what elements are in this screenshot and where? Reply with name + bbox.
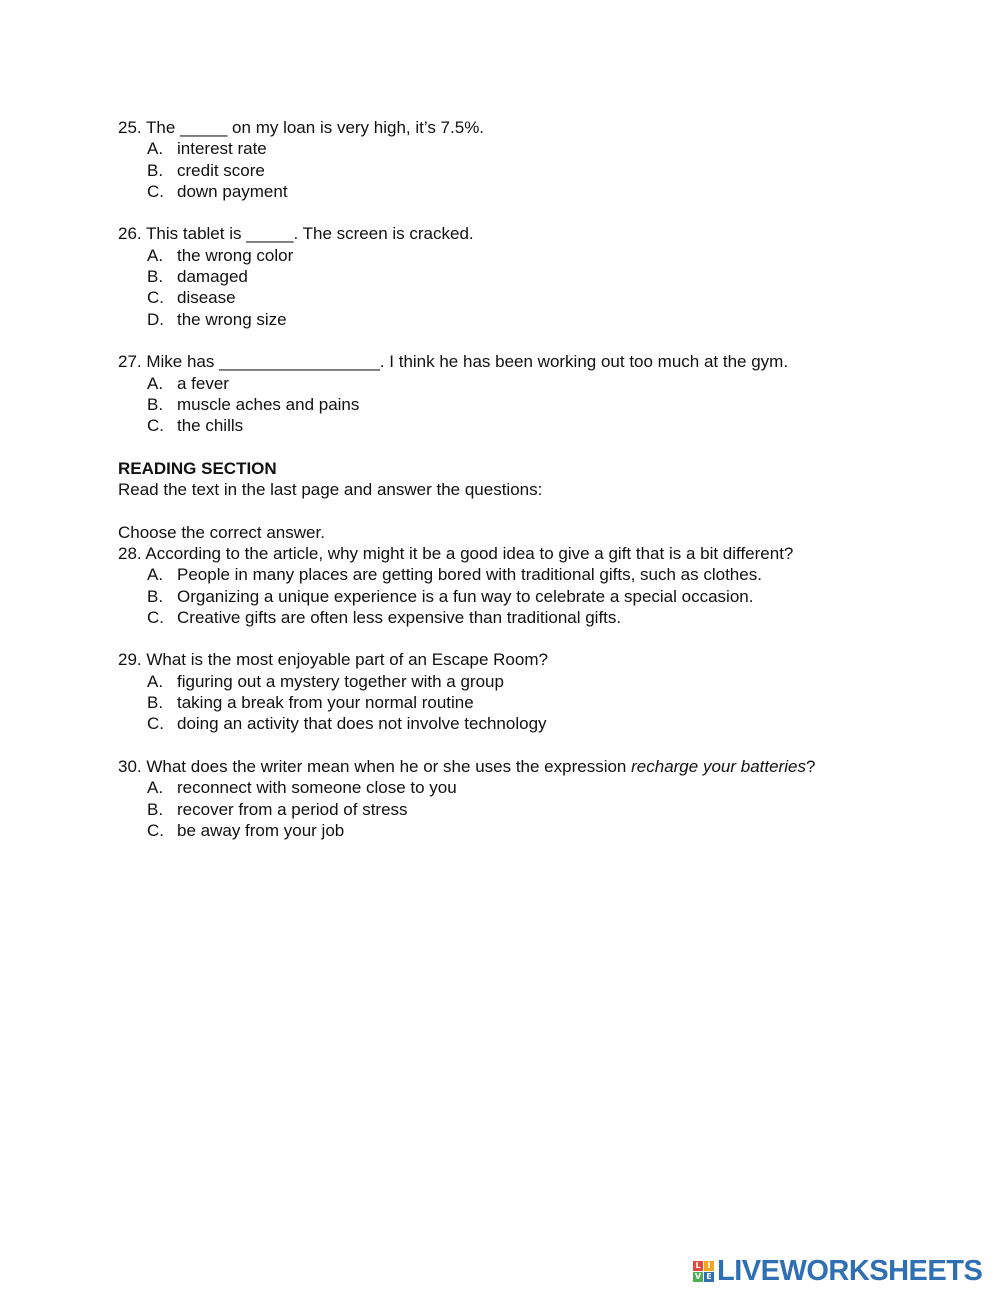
question-28 [118,543,978,628]
option-text: the chills [177,416,244,436]
logo-tile: I [704,1261,714,1271]
choose-instruction: Choose the correct answer. [118,522,325,542]
stem-text: 30. What does the writer mean when he or she uses the expression [118,756,632,776]
option-letter: B. [147,586,164,606]
option-text: People in many places are getting bored with traditional gifts, such as clothes. [177,565,762,585]
answer-option[interactable] [118,820,978,841]
question-26 [118,223,978,329]
logo-tile: E [704,1272,714,1282]
reading-section-title: READING SECTION [118,458,277,478]
question-25 [118,117,978,202]
answer-option[interactable] [118,373,978,394]
reading-instruction: Read the text in the last page and answer the questions: [118,480,543,500]
liveworksheets-logo [693,1256,982,1286]
answer-option[interactable] [118,245,978,266]
option-text: Creative gifts are often less expensive than traditional gifts. [177,607,622,627]
option-text: doing an activity that does not involve technology [177,714,547,734]
logo-tile: V [694,1271,702,1281]
answer-option[interactable] [118,266,978,287]
option-letter: A. [147,373,164,393]
option-text: disease [177,288,236,308]
answer-option[interactable] [118,564,978,585]
option-text: taking a break from your normal routine [177,693,474,713]
question-29 [118,649,978,734]
option-text: a fever [177,373,229,393]
question-stem: 26. This tablet is _____. The screen is cracked. [118,224,474,244]
answer-option[interactable] [118,181,978,202]
option-letter: A. [147,778,164,798]
option-letter: B. [147,693,164,713]
answer-option[interactable] [118,160,978,181]
question-30 [118,756,978,841]
answer-option[interactable] [118,138,978,159]
question-stem: 27. Mike has _________________. I think he has been working out too much at the gym. [118,352,789,372]
stem-italic-expression: recharge your batteries [631,756,806,776]
option-text: be away from your job [177,820,345,840]
answer-option[interactable] [118,713,978,734]
question-27 [118,351,978,436]
answer-option[interactable] [118,692,978,713]
option-letter: B. [147,799,164,819]
spacer [118,500,978,521]
stem-punctuation: ? [805,756,816,776]
logo-tiles-icon [693,1261,714,1282]
option-text: the wrong size [177,309,287,329]
logo-tile: L [693,1261,703,1271]
option-text: down payment [177,181,288,201]
option-letter: B. [147,394,164,414]
option-letter: A. [147,139,164,159]
option-text: figuring out a mystery together with a group [177,671,504,691]
option-letter: A. [147,565,164,585]
option-text: reconnect with someone close to you [177,778,457,798]
option-text: interest rate [177,139,267,159]
answer-option[interactable] [118,394,978,415]
question-stem: 29. What is the most enjoyable part of an Escape Room? [118,650,548,670]
question-stem [118,756,978,777]
answer-option[interactable] [118,671,978,692]
answer-option[interactable] [118,777,978,798]
option-letter: A. [147,245,164,265]
option-letter: B. [147,160,164,180]
option-letter: C. [147,181,164,201]
question-stem: 25. The _____ on my loan is very high, it’s 7.5%. [118,118,485,137]
logo-text: LIVEWORKSHEETS [717,1254,983,1287]
option-letter: C. [147,288,164,308]
answer-option[interactable] [118,586,978,607]
option-letter: C. [147,714,164,734]
option-text: Organizing a unique experience is a fun way to celebrate a special occasion. [177,586,754,606]
answer-option[interactable] [118,607,978,628]
option-letter: B. [147,267,164,287]
option-text: credit score [177,160,265,180]
question-stem: 28. According to the article, why might it be a good idea to give a gift that is a bit different? [118,543,794,563]
option-letter: C. [147,820,164,840]
answer-option[interactable] [118,309,978,330]
option-text: recover from a period of stress [177,799,408,819]
worksheet-page [118,117,978,862]
option-letter: C. [147,416,164,436]
option-letter: C. [147,607,164,627]
option-letter: D. [147,309,164,329]
option-letter: A. [147,671,164,691]
answer-option[interactable] [118,287,978,308]
option-text: muscle aches and pains [177,394,360,414]
option-text: damaged [177,267,248,287]
answer-option[interactable] [118,415,978,436]
answer-option[interactable] [118,799,978,820]
option-text: the wrong color [177,245,294,265]
